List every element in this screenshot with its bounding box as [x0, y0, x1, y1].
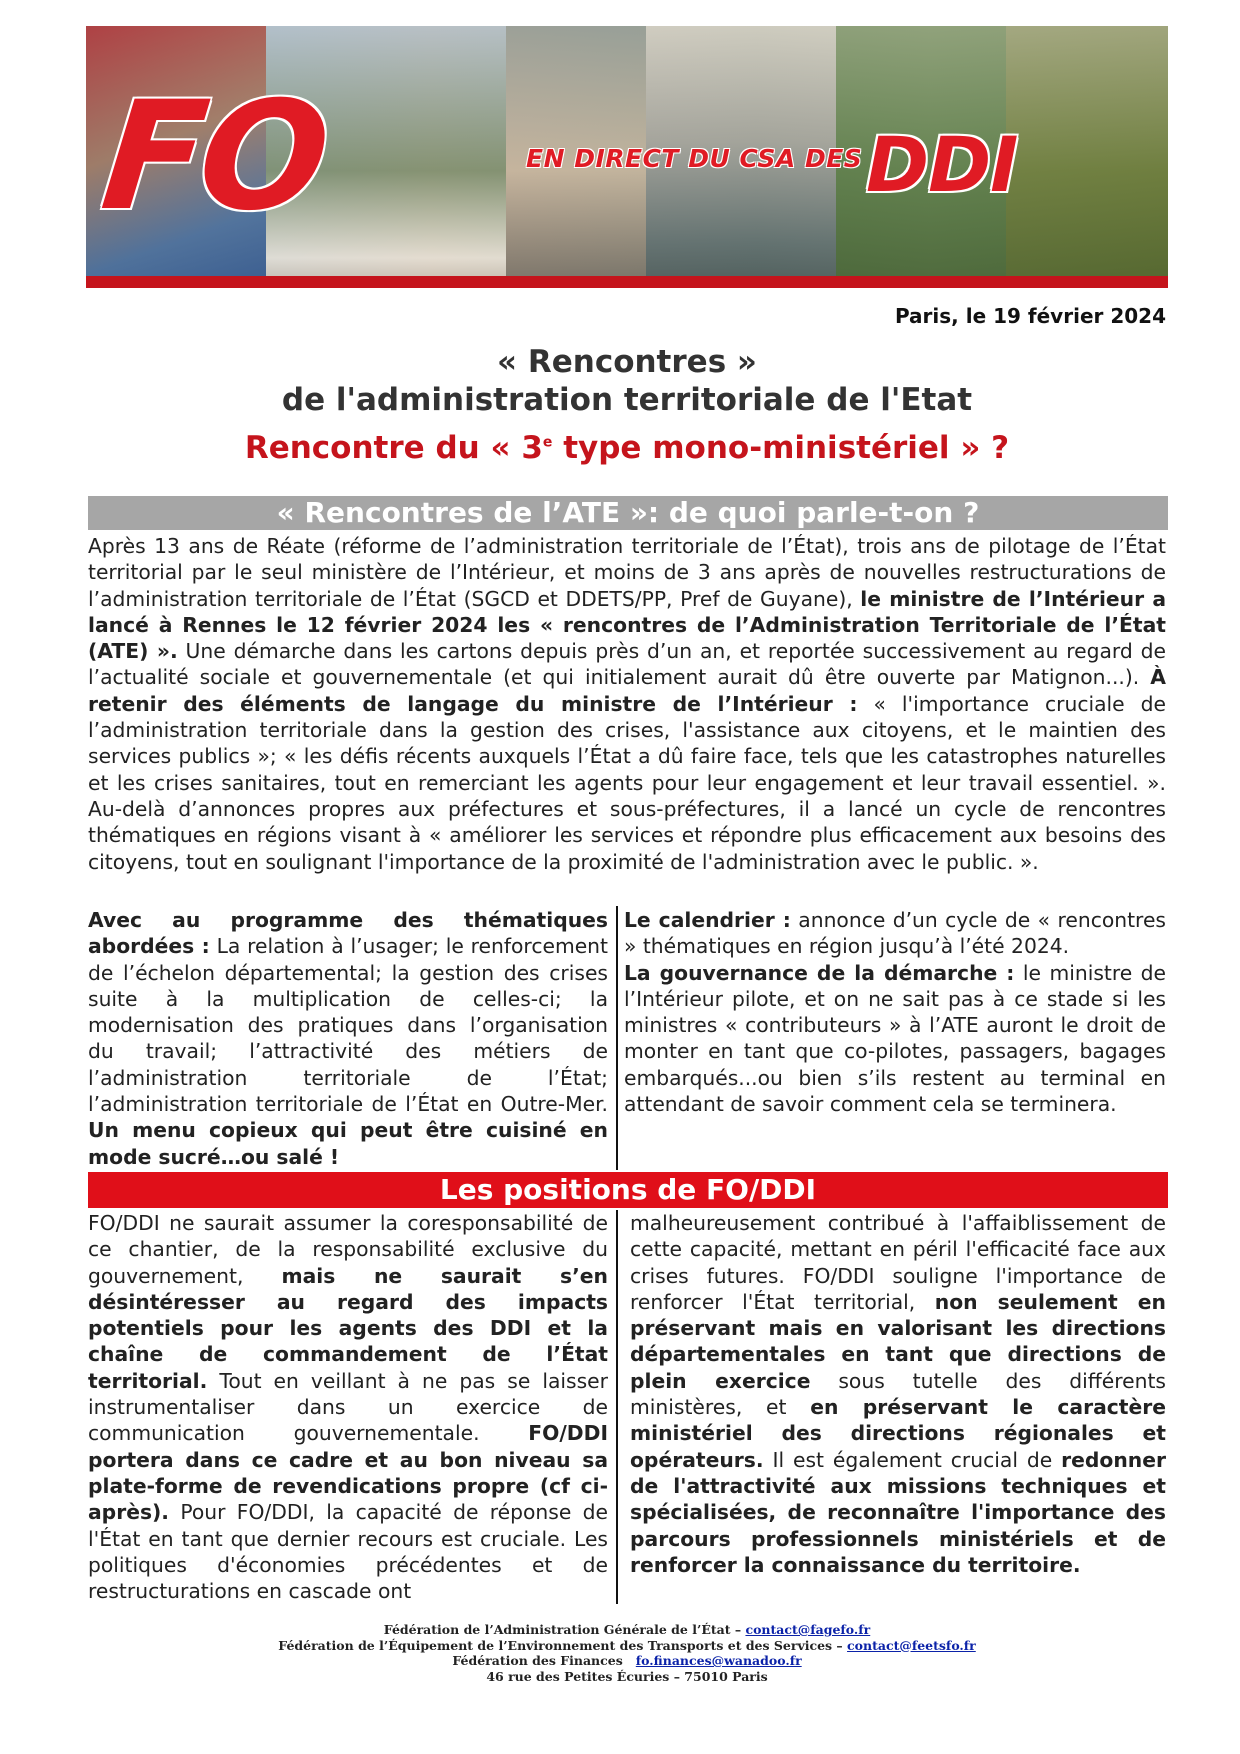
footer-email-finances[interactable]: fo.finances@wanadoo.fr: [635, 1653, 802, 1668]
title-line-2: de l'administration territoriale de l'Etat: [281, 382, 973, 418]
section-heading-ate: « Rencontres de l’ATE »: de quoi parle-t-on ?: [88, 496, 1168, 530]
fo-logo: FO: [94, 70, 332, 244]
column-divider: [616, 1210, 618, 1604]
positions-left-column: FO/DDI ne saurait assumer la coresponsabilité de ce chantier, de la responsabilité exclusive du gouvernement, mais ne saurait s’en désintéresser au regard des impacts potentiels pour les agents des DDI et la chaîne de commandement de l’État territorial. Tout en veillant à ne pas se laisser instrumentaliser dans un exercice de communication gouvernementale. FO/DDI portera dans ce cadre et au bon niveau sa plate-forme de revendications propre (cf ci-après). Pour FO/DDI, la capacité de réponse de l'État en tant que dernier recours est cruciale. Les politiques d'économies précédentes et de restructurations en cascade ont: [88, 1211, 609, 1604]
positions-right-column: malheureusement contribué à l'affaiblissement de cette capacité, mettant en péril l'efficacité face aux crises futures. FO/DDI souligne l'importance de renforcer l'État territorial, non seulement en préservant mais en valorisant les directions départementales en tant que directions de plein exercice sous tutelle des différents ministères, et en préservant le caractère ministériel des directions régionales et opérateurs. Il est également crucial de redonner de l'attractivité aux missions techniques et spécialisées, de reconnaître l'importance des parcours professionnels ministériels et de renforcer la connaissance du territoire.: [630, 1211, 1167, 1577]
footer-email-feetsfo[interactable]: contact@feetsfo.fr: [847, 1637, 976, 1653]
header-banner: [86, 26, 1168, 288]
column-divider: [616, 906, 618, 1170]
footer-email-fagefo[interactable]: contact@fagefo.fr: [745, 1622, 871, 1637]
calendar-column: Le calendrier : annonce d’un cycle de « rencontres » thématiques en région jusqu’à l’été 2024. La gouvernance de la démarche : le ministre de l’Intérieur pilote, et on ne sait pas à ce stade si les ministres « contributeurs » à l’ATE auront le droit de monter en tant que co-pilotes, passagers, bagages embarqués...ou bien s’ils restent au terminal en attendant de savoir comment cela se terminera.: [624, 908, 1167, 1117]
footer-address: 46 rue des Petites Écuries – 75010 Paris: [486, 1668, 768, 1684]
title-line-1: « Rencontres »: [497, 344, 757, 380]
title-line-3: Rencontre du « 3e type mono-ministériel » ?: [244, 430, 1010, 466]
ddi-logo: DDI: [866, 120, 1018, 209]
programme-column: Avec au programme des thématiques abordées : La relation à l’usager; le renforcement de l’échelon départemental; la gestion des crises suite à la multiplication de celles-ci; la modernisation des pratiques dans l’organisation du travail; l’attractivité des métiers de l’administration territoriale de l’État; l’administration territoriale de l’État en Outre-Mer. Un menu copieux qui peut être cuisiné en mode sucré…ou salé !: [88, 908, 608, 1169]
banner-photo-cows: [1006, 26, 1168, 288]
footer-line-fage: Fédération de l’Administration Générale de l’État – contact@fagefo.fr: [383, 1622, 871, 1637]
intro-paragraph: Après 13 ans de Réate (réforme de l’administration territoriale de l’État), trois ans de pilotage de l’État territorial par le seul ministère de l’Intérieur, et moins de 3 ans après de nouvelles restructurations de l’administration territoriale de l’État (SGCD et DDETS/PP, Pref de Guyane), le ministre de l’Intérieur a lancé à Rennes le 12 février 2024 les « rencontres de l’Administration Territoriale de l’État (ATE) ». Une démarche dans les cartons depuis près d’un an, et reportée successivement au regard de l’actualité sociale et gouvernementale (et qui initialement aurait dû être ouverte par Matignon...). À retenir des éléments de langage du ministre de l’Intérieur : « l'importance cruciale de l’administration territoriale dans la gestion des crises, l'assistance aux citoyens, et le maintien des services publics »; « les défis récents auxquels l’État a dû faire face, tels que les catastrophes naturelles et les crises sanitaires, tout en remerciant les agents pour leur engagement et leur travail essentiel. ». Au-delà d’annonces propres aux préfectures et sous-préfectures, il a lancé un cycle de rencontres thématiques en régions visant à « améliorer les services et répondre plus efficacement aux besoins des citoyens, tout en soulignant l'importance de la proximité de l'administration avec le public. ».: [88, 534, 1167, 874]
footer-line-finances: Fédération des Finances fo.finances@wanadoo.fr: [452, 1653, 802, 1668]
footer-line-feets: Fédération de l’Équipement de l’Environnement des Transports et des Services – contact@feetsfo.fr: [278, 1637, 976, 1653]
banner-subtitle: EN DIRECT DU CSA DES: [526, 144, 863, 173]
document-date: Paris, le 19 février 2024: [894, 304, 1166, 328]
banner-red-bar: [86, 276, 1168, 288]
footer: [86, 1622, 1168, 1684]
section-heading-positions: Les positions de FO/DDI: [88, 1172, 1168, 1208]
